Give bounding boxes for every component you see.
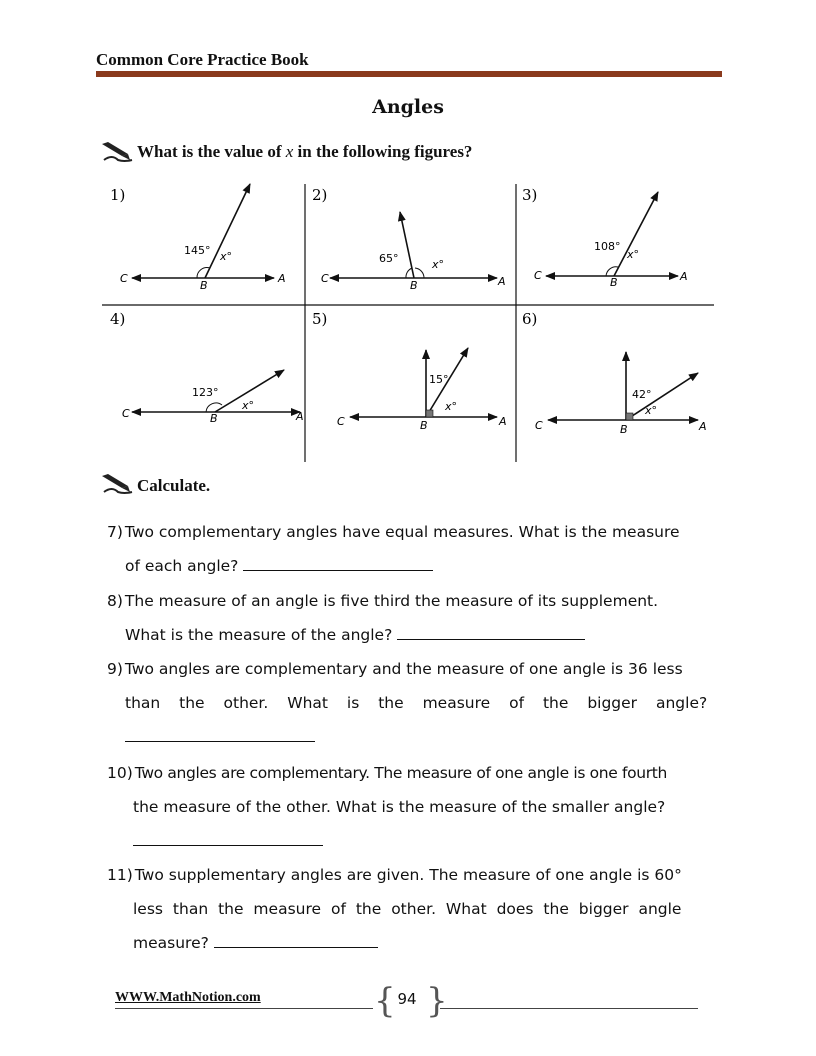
question-line: The measure of an angle is five third the measure of its supplement. <box>124 592 659 610</box>
point-b: B <box>410 279 418 292</box>
figure-6 <box>522 310 707 436</box>
header-rule <box>96 71 722 77</box>
point-a: A <box>296 410 304 423</box>
question-line: the measure of the other. What is the measure of the smaller angle? <box>133 798 666 816</box>
footer-url[interactable]: WWW.MathNotion.com <box>115 990 261 1005</box>
footer-rule <box>115 1008 373 1009</box>
figure-label: 2) <box>312 186 328 204</box>
question-line: of each angle? <box>125 557 239 575</box>
figure-5 <box>312 310 507 432</box>
angle-label: 65° <box>379 252 399 265</box>
point-a: A <box>680 270 688 283</box>
figure-2 <box>312 186 506 292</box>
answer-blank[interactable] <box>133 829 323 846</box>
pencil-icon <box>100 472 134 498</box>
figures-grid <box>102 180 722 469</box>
figure-label: 4) <box>110 310 126 328</box>
point-a: A <box>699 420 707 433</box>
point-c: C <box>337 415 345 428</box>
question-line: Two angles are complementary. The measure of one angle is one fourth <box>134 764 667 782</box>
angle-label: 145° <box>184 244 211 257</box>
answer-blank[interactable] <box>243 554 433 571</box>
figure-3 <box>522 186 688 289</box>
figure-label: 1) <box>110 186 126 204</box>
question-11 <box>107 858 719 960</box>
angle-label: 108° <box>594 240 621 253</box>
question-line: Two angles are complementary and the measure of one angle is 36 less <box>124 660 683 678</box>
angle-label: 42° <box>632 388 652 401</box>
question-9 <box>107 652 719 754</box>
answer-blank[interactable] <box>125 725 315 742</box>
question-number: 9) <box>107 660 123 678</box>
book-title: Common Core Practice Book <box>96 50 309 69</box>
left-brace-icon: { <box>374 981 396 1021</box>
question-number: 7) <box>107 523 123 541</box>
x-label: x° <box>220 250 233 263</box>
point-c: C <box>120 272 128 285</box>
question-number: 8) <box>107 592 123 610</box>
answer-blank[interactable] <box>214 931 378 948</box>
page-title: Angles <box>372 96 444 118</box>
x-label: x° <box>627 248 640 261</box>
figure-label: 5) <box>312 310 328 328</box>
question-line: measure? <box>133 934 209 952</box>
point-b: B <box>420 419 428 432</box>
footer-rule <box>440 1008 698 1009</box>
point-b: B <box>620 423 628 436</box>
question-line: less than the measure of the other. What does the bigger angle <box>133 900 682 918</box>
pencil-icon <box>100 140 134 166</box>
angle-label: 123° <box>192 386 219 399</box>
right-brace-icon: } <box>426 981 448 1021</box>
question-8 <box>107 584 719 652</box>
page-number: 94 <box>397 990 417 1008</box>
point-a: A <box>278 272 286 285</box>
point-c: C <box>122 407 130 420</box>
figure-1 <box>110 184 286 292</box>
figure-label: 3) <box>522 186 538 204</box>
point-c: C <box>534 269 542 282</box>
section1-instruction: What is the value of x in the following figures? <box>137 142 473 161</box>
point-a: A <box>498 275 506 288</box>
point-c: C <box>535 419 543 432</box>
question-line: Two supplementary angles are given. The measure of one angle is 60° <box>134 866 682 884</box>
question-line: Two complementary angles have equal measures. What is the measure <box>124 523 680 541</box>
figure-4 <box>110 310 304 425</box>
figure-label: 6) <box>522 310 538 328</box>
question-line: than the other. What is the measure of the bigger angle? <box>125 694 708 712</box>
point-c: C <box>321 272 329 285</box>
x-label: x° <box>432 258 445 271</box>
section2-instruction: Calculate. <box>137 476 211 495</box>
question-10 <box>107 756 719 858</box>
x-label: x° <box>645 404 658 417</box>
question-line: What is the measure of the angle? <box>125 626 393 644</box>
point-b: B <box>610 276 618 289</box>
question-number: 11) <box>107 866 133 884</box>
x-label: x° <box>242 399 255 412</box>
point-b: B <box>210 412 218 425</box>
angle-label: 15° <box>429 373 449 386</box>
x-label: x° <box>445 400 458 413</box>
question-number: 10) <box>107 764 133 782</box>
question-7 <box>107 515 719 583</box>
answer-blank[interactable] <box>397 623 585 640</box>
point-b: B <box>200 279 208 292</box>
point-a: A <box>499 415 507 428</box>
